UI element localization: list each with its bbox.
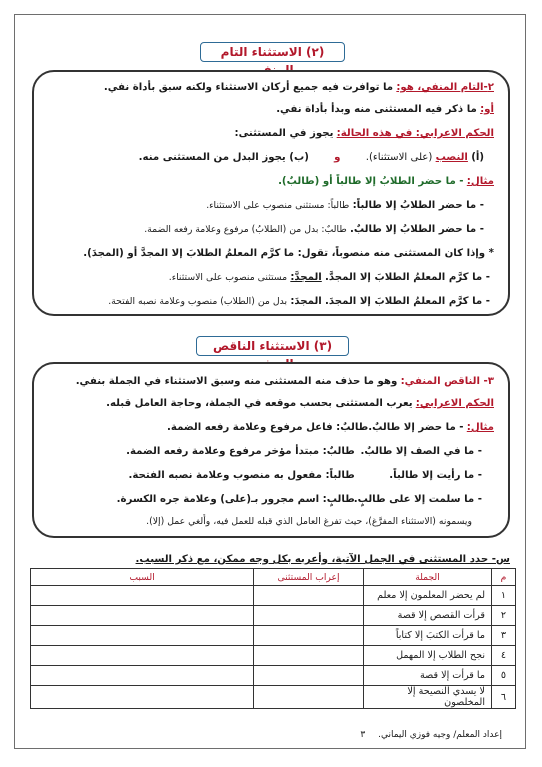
footer — [360, 730, 502, 740]
section-2-title: (٢) الاستثناء التام — [200, 42, 345, 62]
section-3-title: (٣) الاستثناء الناقص — [196, 336, 349, 356]
s2-or-label: أو: — [480, 104, 494, 115]
s2-example-2 — [48, 222, 484, 237]
s2-example-3 — [48, 270, 490, 285]
s2-definition — [48, 80, 494, 95]
section-2-panel — [32, 70, 510, 316]
s3-ex3-sentence: - ما رأيت إلا طالباً. — [389, 470, 482, 481]
table-row — [31, 606, 516, 626]
row-irab-cell[interactable] — [254, 626, 364, 646]
row-irab-cell[interactable] — [254, 646, 364, 666]
s2-option-a-label: النصب — [435, 152, 468, 163]
s2-note-line — [48, 246, 494, 261]
s3-ruling-label: الحكم الاعرابي: — [415, 398, 494, 409]
exercise-table — [30, 568, 516, 709]
s2-ruling-text: يجوز في المستثنى: — [234, 128, 334, 139]
s2-option-a-text: (على الاستثناء). — [365, 152, 433, 163]
s2-example-label: مثال: — [466, 176, 494, 187]
s2-ex4-word: المجدَ: — [290, 296, 322, 307]
s2-def-text: ما توافرت فيه جميع أركان الاستثناء ولكنه سبق بأداة نفي. — [103, 82, 394, 93]
row-sentence: لم يحضر المعلمون إلا معلم — [364, 586, 492, 606]
s2-option-b: (ب) يجوز البدل من المستثنى منه. — [138, 152, 309, 163]
row-sentence: ما قرأت الكتبَ إلا كتاباً — [364, 626, 492, 646]
s2-ruling-label: الحكم الاعرابي: في هذه الحالة: — [336, 128, 494, 139]
row-irab-cell[interactable] — [254, 586, 364, 606]
s2-option-a-prefix: (أ) — [471, 152, 484, 163]
row-reason-cell[interactable] — [31, 626, 254, 646]
s2-options — [48, 150, 484, 165]
s3-example-row-1 — [48, 420, 494, 435]
row-reason-cell[interactable] — [31, 686, 254, 709]
header-sentence: الجملة — [364, 569, 492, 586]
s2-ex3-note: مستثنى منصوب على الاستثناء. — [168, 272, 288, 283]
footer-credit: إعداد المعلم/ وجيه فوزي اليماني. — [378, 730, 502, 740]
s2-ex2-note: طالبٌ: بدل من (الطلابُ) مرفوع وعلامة رفعه الضمة. — [144, 224, 347, 235]
s3-example-label: مثال: — [466, 422, 494, 433]
s3-ex2-analysis: طالبٌ: مبتدأ مؤخر مرفوع وعلامة رفعه الضمة. — [126, 446, 355, 457]
s3-def-label: ٣- الناقص المنفي: — [400, 376, 494, 387]
row-num: ٣ — [492, 626, 516, 646]
s2-ex1-note: طالباً: مستثنى منصوب على الاستثناء. — [206, 200, 350, 211]
row-num: ٦ — [492, 686, 516, 709]
s2-ex3-word: المجدَّ: — [290, 272, 322, 283]
s2-def-label: ٢-التام المنفي، هو: — [396, 82, 494, 93]
s3-example-row-2 — [48, 444, 482, 459]
section-3-panel — [32, 362, 510, 538]
s3-ex3-analysis: طالباً: مفعول به منصوب وعلامة نصبه الفتحة. — [128, 470, 355, 481]
s3-ex4-analysis: طالبٍ: اسم مجرور بـ(على) وعلامة جره الكسرة. — [116, 494, 355, 505]
row-sentence: نجح الطلاب إلا المهمل — [364, 646, 492, 666]
s3-example-row-4 — [48, 492, 482, 507]
header-reason: السبب — [31, 569, 254, 586]
row-irab-cell[interactable] — [254, 666, 364, 686]
s2-ruling — [48, 126, 494, 141]
s2-ex1-main: - ما حضر الطلابُ إلا طالباً: — [352, 200, 484, 211]
page-number: ٣ — [360, 730, 366, 740]
header-irab: إعراب المستثنى — [254, 569, 364, 586]
row-irab-cell[interactable] — [254, 686, 364, 709]
table-row — [31, 686, 516, 709]
s2-example-1 — [48, 198, 484, 213]
s3-ex1-sentence: - ما حضر إلا طالبٌ. — [368, 422, 464, 433]
table-row — [31, 646, 516, 666]
table-row — [31, 626, 516, 646]
row-num: ٤ — [492, 646, 516, 666]
row-sentence: لا يسدي النصيحة إلا المخلصون — [364, 686, 492, 709]
s2-example-text: - ما حضر الطلابُ إلا طالباً أو (طالبٌ). — [278, 176, 464, 187]
s2-example — [48, 174, 494, 189]
s2-alternative-definition — [48, 102, 494, 117]
header-num: م — [492, 569, 516, 586]
row-irab-cell[interactable] — [254, 606, 364, 626]
row-sentence: قرأت القصص إلا قصة — [364, 606, 492, 626]
row-reason-cell[interactable] — [31, 646, 254, 666]
s3-ruling — [48, 396, 494, 411]
exercise-question: س- حدد المستثنى في الجمل الآتية، وأعربه بكل وجه ممكن، مع ذكر السبب. — [135, 554, 510, 565]
s2-note-text: * وإذا كان المستثنى منه منصوباً، تقول: ما كرَّم المعلمُ الطلابَ إلا المجدَّ أو (المجدَ). — [83, 248, 494, 259]
table-row — [31, 666, 516, 686]
s2-or-text: ما ذكر فيه المستثنى منه وبدأ بأداة نفي. — [276, 104, 477, 115]
s3-example-row-3 — [48, 468, 482, 483]
s3-closing: ويسمونه (الاستثناء المفرَّغ)، حيث تفرغ العامل الذي قبله للعمل فيه، وأُلغي عمل (إلا). — [146, 516, 472, 527]
s3-ex1-analysis: طالبٌ: فاعل مرفوع وعلامة رفعه الضمة. — [167, 422, 369, 433]
row-num: ١ — [492, 586, 516, 606]
s3-ruling-text: يعرب المستثنى بحسب موقعه في الجملة، وحاجة العامل قبله. — [106, 398, 413, 409]
row-num: ٢ — [492, 606, 516, 626]
table-row — [31, 586, 516, 606]
s2-example-4 — [48, 294, 490, 309]
s3-def-text: وهو ما حذف منه المستثنى منه وسبق الاستثناء في الجملة بنفي. — [75, 376, 398, 387]
row-reason-cell[interactable] — [31, 666, 254, 686]
s2-ex2-main: - ما حضر الطلابُ إلا طالبٌ. — [349, 224, 484, 235]
s3-ex4-sentence: - ما سلمت إلا على طالبٍ. — [353, 494, 482, 505]
row-sentence: ما قرأت إلا قصة — [364, 666, 492, 686]
s2-and: و — [334, 152, 341, 163]
s2-ex4-note: بدل من (الطلاب) منصوب وعلامة نصبه الفتحة. — [108, 296, 288, 307]
s3-definition — [48, 374, 494, 389]
row-num: ٥ — [492, 666, 516, 686]
row-reason-cell[interactable] — [31, 606, 254, 626]
s2-ex4-main: - ما كرَّم المعلمُ الطلابَ إلا المجدَ. — [325, 296, 490, 307]
s3-ex2-sentence: - ما في الصف إلا طالبٌ. — [360, 446, 482, 457]
row-reason-cell[interactable] — [31, 586, 254, 606]
table-header-row — [31, 569, 516, 586]
s2-ex3-main: - ما كرَّم المعلمُ الطلابَ إلا المجدَّ. — [325, 272, 490, 283]
